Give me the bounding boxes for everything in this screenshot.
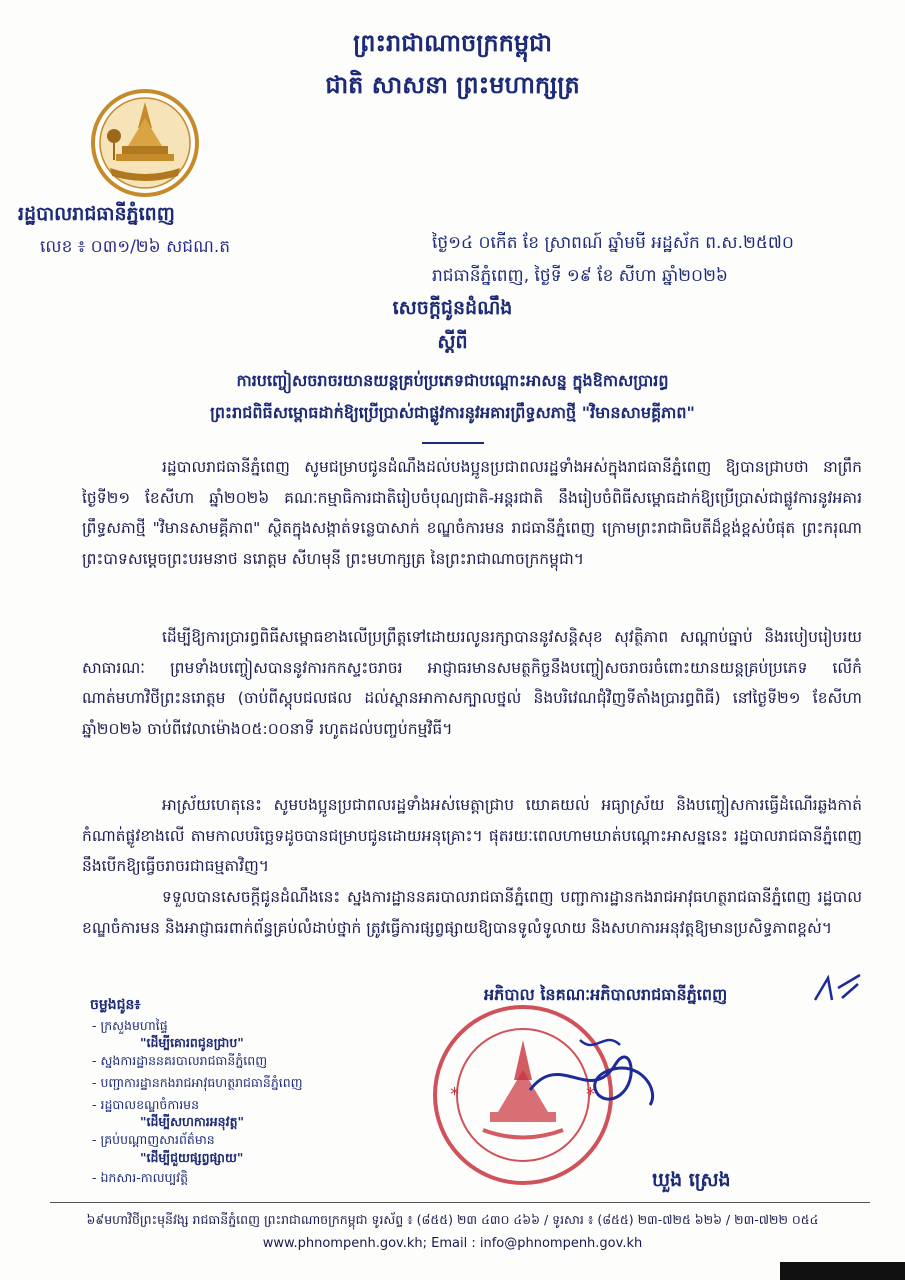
handwritten-signature <box>520 1010 670 1120</box>
solar-date: រាជធានីភ្នំពេញ, ថ្ងៃទី ១៩ ខែ សីហា ឆ្នាំ២០២៦ <box>432 266 728 286</box>
footer-contact: www.phnompenh.gov.kh; Email : info@phnompenh.gov.kh <box>262 1236 643 1251</box>
footer-divider <box>50 1202 870 1203</box>
recipient-item: - រដ្ឋបាលខណ្ឌចំការមន <box>92 1097 200 1112</box>
recipient-note: "ដើម្បីសហការអនុវត្ត" <box>140 1114 245 1129</box>
body-paragraph-2: ដើម្បីឱ្យការប្រារព្ធពិធីសម្ពោធខាងលើប្រព្រឹត្តទៅដោយរលូនរក្សាបាននូវសន្តិសុខ សុវត្ថិភាព សណ្ដាប់ធ្នាប់ និងរបៀបរៀបរយសាធារណៈ ព្រមទាំងបញ្ចៀសបាននូវការកកស្ទះចរាចរ អាជ្ញាធរមានសមត្ថកិច្ចនឹងបញ្ចៀសចរាចរចំពោះយានយន្តគ្រប់ប្រភេទ លើកំណាត់មហាវិថីព្រះនរោត្តម (ចាប់ពីស្តុបជលផល ដល់ស្ពានអាកាសក្បាលថ្នល់ និងបរិវេណជុំវិញទីតាំងប្រារព្ធពិធី) នៅថ្ងៃទី២១ ខែសីហា ឆ្នាំ២០២៦ ចាប់ពីវេលាម៉ោង០៥:០០នាទី រហូតដល់បញ្ចប់កម្មវិធី។ <box>82 628 862 738</box>
svg-text:*: * <box>450 1084 459 1105</box>
recipient-note: "ដើម្បីគោរពជូនជ្រាប" <box>140 1035 244 1050</box>
issuer-name: រដ្ឋបាលរាជធានីភ្នំពេញ <box>18 203 175 225</box>
body-paragraph-4: ទទួលបានសេចក្ដីជូនដំណឹងនេះ ស្នងការដ្ឋាននគរបាលរាជធានីភ្នំពេញ បញ្ជាការដ្ឋានកងរាជអាវុធហត្ថរាជធានីភ្នំពេញ រដ្ឋបាលខណ្ឌចំការមន និងអាជ្ញាធរពាក់ព័ន្ធគ្រប់លំដាប់ថ្នាក់ ត្រូវធ្វើការផ្សព្វផ្សាយឱ្យបានទូលំទូលាយ និងសហការអនុវត្តឱ្យមានប្រសិទ្ធភាពខ្ពស់។ <box>82 888 862 937</box>
recipient-item: - ស្នងការដ្ឋាននគរបាលរាជធានីភ្នំពេញ <box>92 1053 268 1068</box>
signatory-title: អភិបាល នៃគណៈអភិបាលរាជធានីភ្នំពេញ <box>484 985 728 1004</box>
body-paragraph-1: រដ្ឋបាលរាជធានីភ្នំពេញ សូមជម្រាបជូនដំណឹងដល់បងប្អូនប្រជាពលរដ្ឋទាំងអស់ក្នុងរាជធានីភ្នំពេញ ឱ្យបានជ្រាបថា នាព្រឹកថ្ងៃទី២១ ខែសីហា ឆ្នាំ២០២៦ គណៈកម្មាធិការជាតិរៀបចំបុណ្យជាតិ-អន្តរជាតិ នឹងរៀបចំពិធីសម្ពោធដាក់ឱ្យប្រើប្រាស់ជាផ្លូវការនូវអគារព្រឹទ្ធសភាថ្មី "វិមានសាមគ្គីភាព" ស្ថិតក្នុងសង្កាត់ទន្លេបាសាក់ ខណ្ឌចំការមន រាជធានីភ្នំពេញ ក្រោមព្រះរាជាធិបតីដ៏ខ្ពង់ខ្ពស់បំផុត ព្រះករុណា ព្រះបាទសម្ដេចព្រះបរមនាថ នរោត្តម សីហមុនី ព្រះមហាក្សត្រ នៃព្រះរាជាណាចក្រកម្ពុជា។ <box>82 458 862 568</box>
national-motto: ជាតិ សាសនា ព្រះមហាក្សត្រ <box>325 71 580 99</box>
corner-mark <box>780 1262 905 1280</box>
body-paragraph-3: អាស្រ័យហេតុនេះ សូមបងប្អូនប្រជាពលរដ្ឋទាំងអស់មេត្តាជ្រាប យោគយល់ អធ្យាស្រ័យ និងបញ្ចៀសការធ្វើដំណើរឆ្លងកាត់កំណាត់ផ្លូវខាងលើ តាមកាលបរិច្ឆេទដូចបានជម្រាបជូនដោយអនុគ្រោះ។ ផុតរយៈពេលហាមឃាត់បណ្ដោះអាសន្ននេះ រដ្ឋបាលរាជធានីភ្នំពេញ នឹងបើកឱ្យធ្វើចរាចរជាធម្មតាវិញ។ <box>82 796 862 875</box>
recipient-item: - គ្រប់បណ្ដាញសារព័ត៌មាន <box>92 1132 215 1147</box>
initial-signature-mark <box>810 970 870 1010</box>
document-type: សេចក្ដីជូនដំណឹង <box>392 297 513 319</box>
document-about: ស្ដីពី <box>437 331 468 353</box>
phnom-penh-emblem-logo <box>90 88 200 198</box>
subject-line-1: ការបញ្ចៀសចរាចរយានយន្តគ្រប់ប្រភេទជាបណ្ដោះអាសន្ន ក្នុងឱកាសប្រារព្ធ <box>236 371 669 390</box>
subject-line-2: ព្រះរាជពិធីសម្ពោធដាក់ឱ្យប្រើប្រាស់ជាផ្លូវការនូវអគារព្រឹទ្ធសភាថ្មី "វិមានសាមគ្គីភាព" <box>210 403 695 422</box>
kingdom-title: ព្រះរាជាណាចក្រកម្ពុជា <box>353 29 552 57</box>
title-divider <box>422 442 484 444</box>
footer-address: ៦៩មហាវិថីព្រះមុនីវង្ស រាជធានីភ្នំពេញ ព្រះរាជាណាចក្រកម្ពុជា ទូរស័ព្ទ ៖ (៨៥៥) ២៣ ៤៣០ ៤៦៦ / ទូរសារ ៖ (៨៥៥) ២៣-៧២៥ ៦២៦ / ២៣-៧២២ ០៥៤ <box>86 1212 819 1227</box>
lunar-date: ថ្ងៃ១៤ ០កើត ខែ ស្រាពណ៍ ឆ្នាំមមី អដ្ឋស័ក ព.ស.២៥៧០ <box>432 233 794 253</box>
recipient-item: - ឯកសារ-កាលប្បវត្តិ <box>92 1170 189 1185</box>
signatory-name: ឃួង ស្រេង <box>652 1169 731 1191</box>
svg-text:*: * <box>586 1084 595 1105</box>
copy-to-title: ចម្លងជូន៖ <box>90 997 141 1013</box>
reference-number: លេខ ៖ ០៣១/២៦ សជណ.ត <box>40 237 231 257</box>
recipient-item: - បញ្ជាការដ្ឋានកងរាជអាវុធហត្ថរាជធានីភ្នំពេញ <box>92 1075 303 1090</box>
recipient-note: "ដើម្បីជួយផ្សព្វផ្សាយ" <box>140 1150 244 1165</box>
recipient-item: - ក្រសួងមហាផ្ទៃ <box>92 1018 168 1033</box>
